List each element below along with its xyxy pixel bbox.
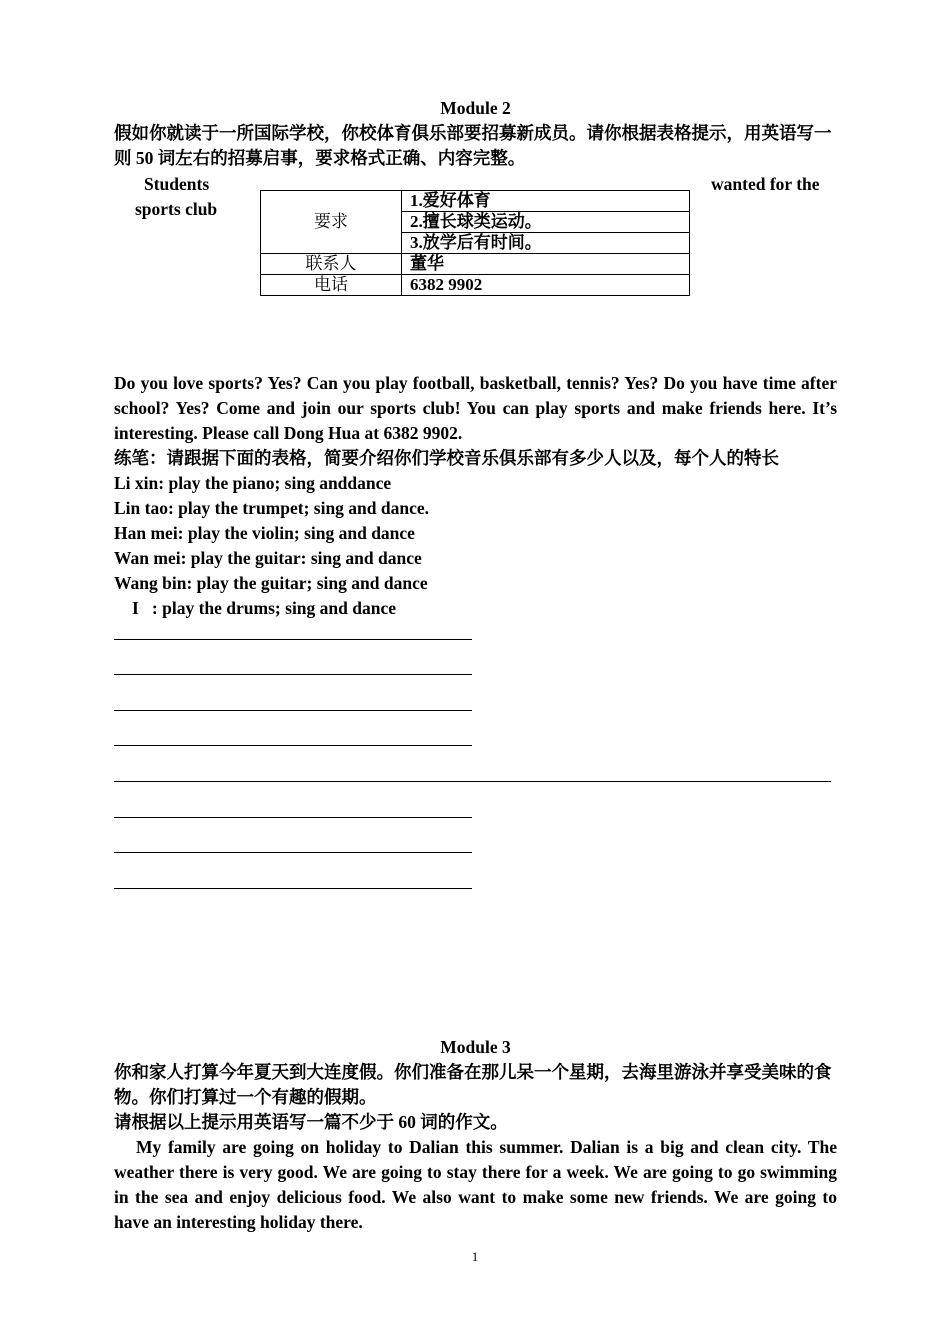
page-number: 1 [471, 1249, 479, 1264]
module2-title: Module 2 [440, 98, 511, 118]
req-label: 要求 [261, 191, 402, 254]
phone-value: 6382 9902 [402, 275, 690, 296]
heading-students: Students [144, 174, 210, 194]
writing-line[interactable] [114, 781, 831, 782]
module3-essay: My family are going on holiday to Dalian this summer. Dalian is a big and clean city. The weather there is very good. We are going to stay there for a week. We are going to go swimming in the sea and enjoy delicious food. We also want to make some new friends. We are going to have an interesting holiday there. [114, 1137, 837, 1232]
module2-essay-block [114, 371, 837, 621]
contact-value: 董华 [402, 254, 690, 275]
module2-prompt: 假如你就读于一所国际学校，你校体育俱乐部要招募新成员。请你根据表格提示，用英语写一则 50 词左右的招募启事，要求格式正确、内容完整。 [114, 123, 832, 168]
phone-label: 电话 [261, 275, 402, 296]
writing-line[interactable] [114, 639, 472, 640]
requirements-table [260, 190, 690, 296]
practice-prompt: 练笔：请跟据下面的表格，简要介绍你们学校音乐俱乐部有多少人以及，每个人的特长 [114, 448, 779, 468]
module3-title: Module 3 [440, 1037, 511, 1057]
member-line: Lin tao: play the trumpet; sing and dance. [114, 498, 430, 518]
module3-section [114, 1035, 837, 1235]
member-line: Li xin: play the piano; sing anddance [114, 473, 392, 493]
heading-wanted: wanted for the [711, 174, 820, 194]
module3-prompt: 你和家人打算今年夏天到大连度假。你们准备在那儿呆一个星期，去海里游泳并享受美味的食物。你们打算过一个有趣的假期。 [114, 1062, 832, 1107]
writing-line[interactable] [114, 817, 472, 818]
module2-section [114, 96, 837, 171]
module2-essay: Do you love sports? Yes? Can you play football, basketball, tennis? Yes? Do you have time after school? Yes? Come and join our sports club! You can play sports and make friends here. It’s interesting. Please call Dong Hua at 6382 9902. [114, 373, 837, 443]
writing-line[interactable] [114, 674, 472, 675]
member-line: Wang bin: play the guitar; sing and dance [114, 573, 428, 593]
member-line: I : play the drums; sing and dance [132, 598, 397, 618]
writing-line[interactable] [114, 852, 472, 853]
contact-label: 联系人 [261, 254, 402, 275]
module3-instruction: 请根据以上提示用英语写一篇不少于 60 词的作文。 [114, 1112, 508, 1132]
writing-line[interactable] [114, 888, 472, 889]
writing-line[interactable] [114, 745, 472, 746]
writing-line[interactable] [114, 710, 472, 711]
req-item: 3.放学后有时间。 [402, 233, 690, 254]
member-line: Han mei: play the violin; sing and dance [114, 523, 415, 543]
req-item: 1.爱好体育 [402, 191, 690, 212]
req-item: 2.擅长球类运动。 [402, 212, 690, 233]
heading-sports-club: sports club [135, 199, 218, 219]
member-line: Wan mei: play the guitar: sing and dance [114, 548, 422, 568]
